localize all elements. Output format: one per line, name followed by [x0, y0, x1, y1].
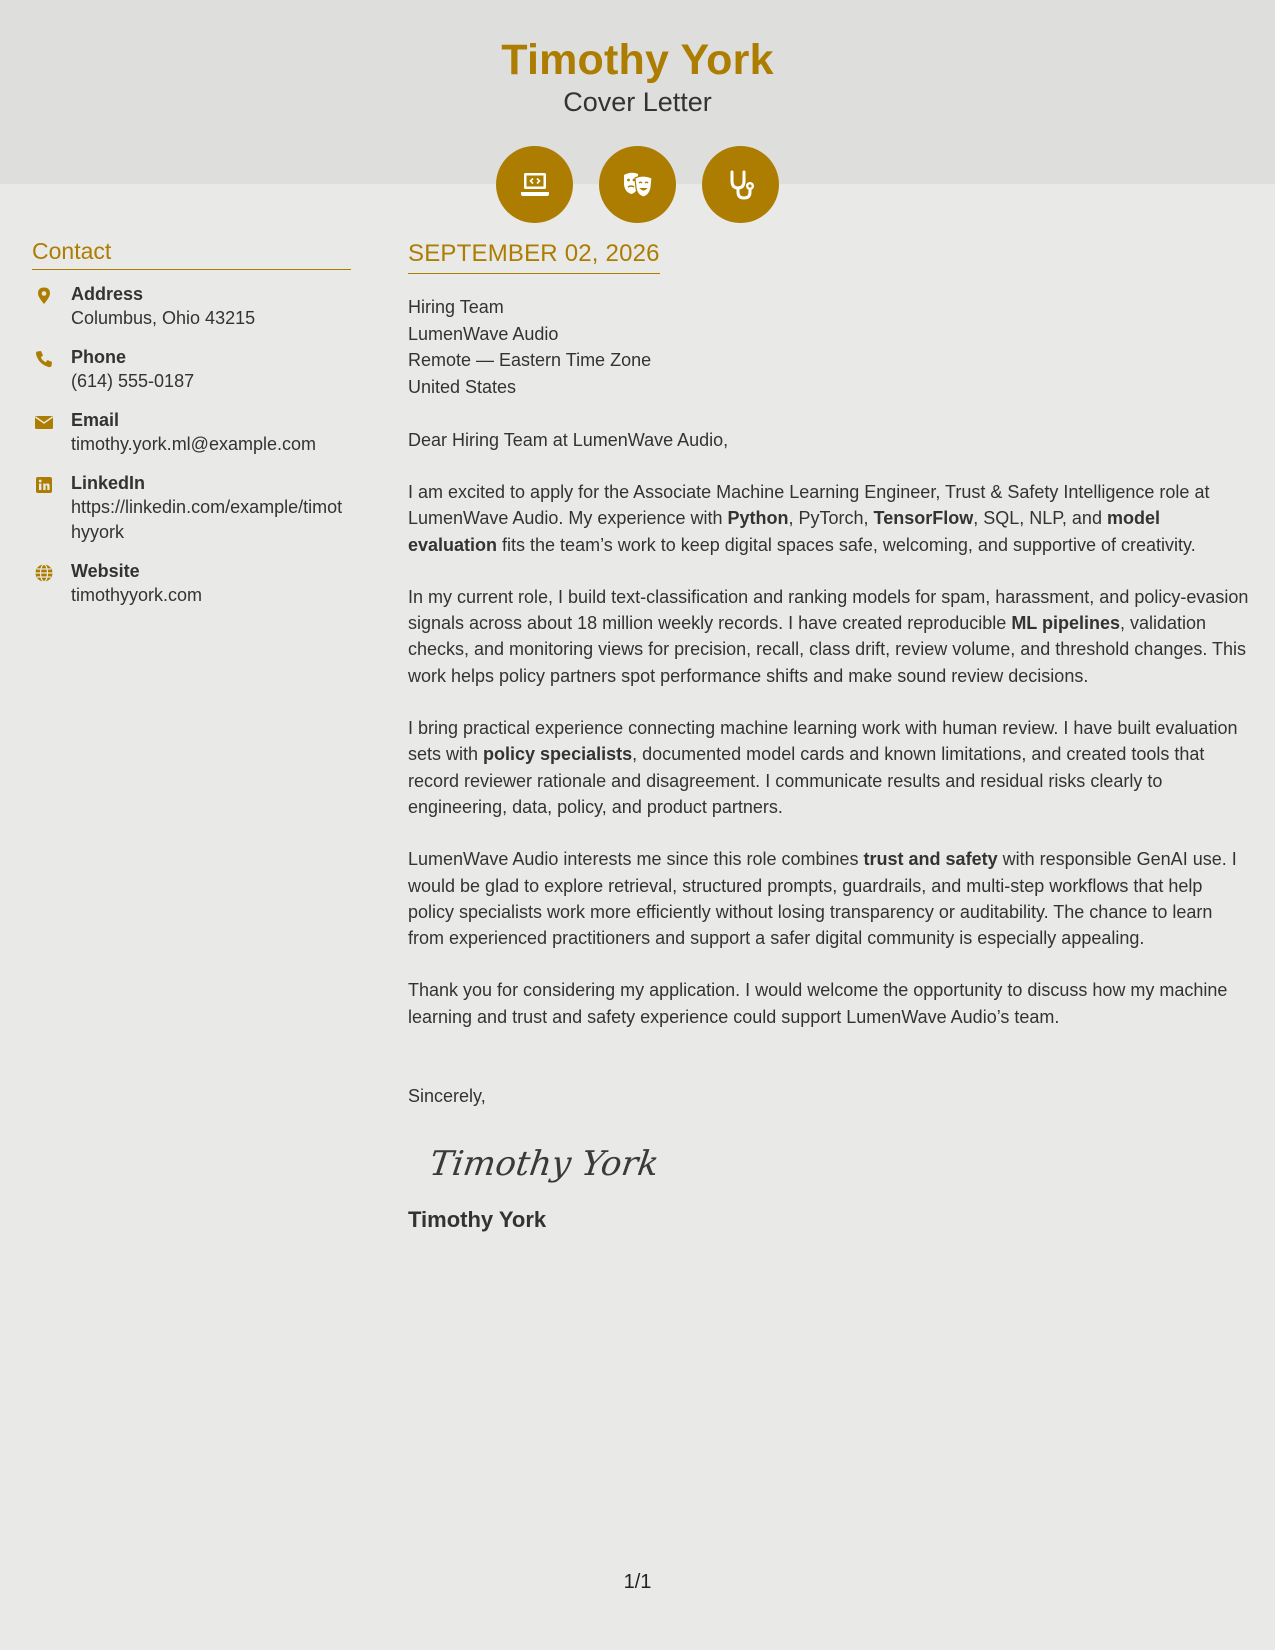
recipient-line: United States [408, 376, 517, 397]
emphasized-keyword: Python [727, 508, 789, 529]
paragraph-text: , PyTorch, [788, 508, 874, 529]
document-type: Cover Letter [563, 87, 712, 117]
body-paragraph [408, 584, 1250, 689]
signer-name: Timothy York [408, 1207, 547, 1233]
body-paragraph [408, 479, 1250, 558]
email-label: Email [71, 410, 120, 430]
contact-sidebar [32, 238, 351, 608]
stethoscope-icon [702, 146, 779, 223]
contact-email [32, 408, 351, 457]
email-value[interactable]: timothy.york.ml@example.com [71, 434, 316, 454]
emphasized-keyword: trust and safety [863, 849, 998, 870]
recipient-line: Remote — Eastern Time Zone [408, 350, 652, 370]
page-number: 1/1 [623, 1571, 652, 1593]
paragraph-text: , SQL, NLP, and [973, 508, 1107, 529]
emphasized-keyword: model evaluation [408, 508, 1160, 555]
contact-website [32, 559, 351, 608]
paragraph-text: , validation checks, and monitoring views for precision, recall, class drift, review volume, and threshold changes. This work helps policy partners spot performance shifts and make sound review decisions. [408, 613, 1247, 686]
theater-masks-icon [599, 146, 676, 223]
recipient-block [408, 294, 1250, 400]
paragraph-text: with responsible GenAI use. I would be glad to explore retrieval, structured prompts, guardrails, and multi-step workflows that help policy specialists work more efficiently without losing transparency or auditability. The chance to learn from experienced practitioners and support a safer digital community is especially appealing. [408, 849, 1237, 949]
interest-icons [0, 146, 1275, 222]
handwritten-signature [430, 1135, 1250, 1193]
letter-body [408, 240, 1250, 1233]
phone-icon [34, 349, 54, 369]
phone-value[interactable]: (614) 555-0187 [71, 371, 195, 391]
emphasized-keyword: policy specialists [483, 744, 633, 765]
closing: Sincerely, [408, 1086, 486, 1107]
globe-icon [34, 563, 54, 583]
body-paragraph [408, 715, 1250, 820]
address-label: Address [71, 284, 144, 304]
website-label: Website [71, 561, 140, 581]
linkedin-icon [34, 475, 54, 495]
letter-date: SEPTEMBER 02, 2026 [408, 240, 660, 274]
emphasized-keyword: TensorFlow [873, 508, 974, 529]
website-value[interactable]: timothyyork.com [71, 585, 203, 605]
paragraph-text: Thank you for considering my application. I would welcome the opportunity to discuss how my machine learning and trust and safety experience could support LumenWave Audio’s team. [408, 980, 1228, 1027]
paragraph-text: In my current role, I build text-classification and ranking models for spam, harassment, and policy-evasion signals across about 18 million weekly records. I have created reproducible [408, 586, 1249, 634]
paragraph-text: fits the team’s work to keep digital spaces safe, welcoming, and supportive of creativity. [497, 534, 1196, 555]
linkedin-label: LinkedIn [71, 473, 146, 493]
contact-linkedin [32, 471, 351, 545]
phone-label: Phone [71, 347, 127, 367]
paragraph-text: , documented model cards and known limitations, and created tools that record reviewer rationale and disagreement. I communicate results and residual risks clearly to engineering, data, policy, and product partners. [408, 744, 1205, 817]
address-value: Columbus, Ohio 43215 [71, 308, 256, 328]
body-paragraph [408, 977, 1250, 1030]
paragraph-text: LumenWave Audio interests me since this role combines [408, 849, 864, 870]
contact-address [32, 282, 351, 331]
recipient-line: LumenWave Audio [408, 323, 559, 344]
candidate-name: Timothy York [501, 36, 774, 84]
envelope-icon [34, 412, 54, 432]
linkedin-value[interactable]: https://linkedin.com/example/timothyyork [71, 497, 343, 542]
salutation: Dear Hiring Team at LumenWave Audio, [408, 430, 729, 450]
contact-phone [32, 345, 351, 394]
location-pin-icon [34, 286, 54, 306]
laptop-code-icon [496, 146, 573, 223]
emphasized-keyword: ML pipelines [1011, 613, 1120, 634]
paragraph-text: I bring practical experience connecting machine learning work with human review. I have built evaluation sets with [408, 718, 1238, 765]
paragraph-text: I am excited to apply for the Associate Machine Learning Engineer, Trust & Safety Intelligence role at LumenWave Audio. My experience with [408, 482, 1210, 529]
contact-section-title: Contact [32, 238, 351, 270]
signature-text: Timothy York [430, 1144, 660, 1185]
recipient-line: Hiring Team [408, 297, 504, 317]
body-paragraph [408, 846, 1250, 951]
